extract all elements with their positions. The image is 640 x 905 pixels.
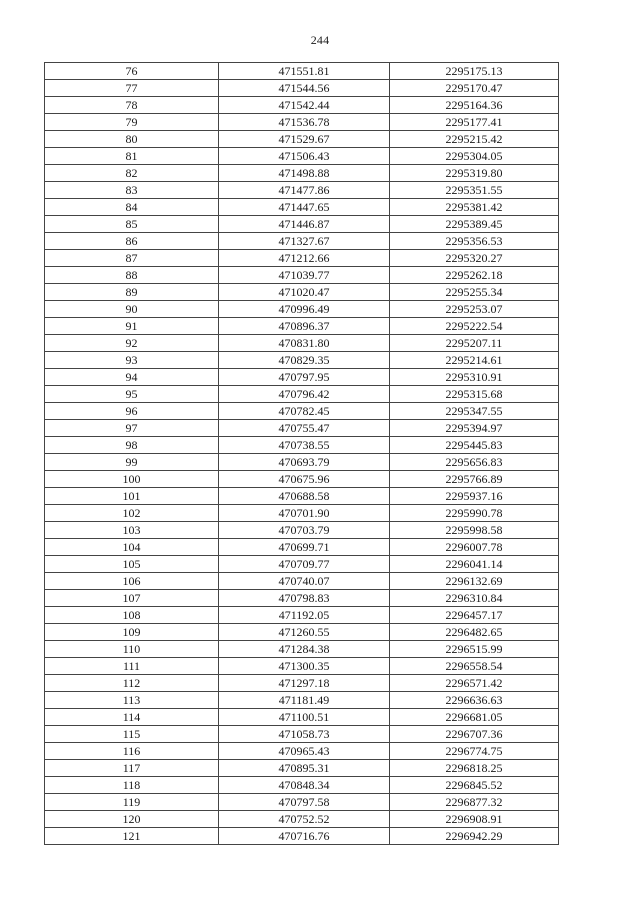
point-number-cell: 118: [45, 777, 219, 794]
x-coordinate-cell: 470755.47: [219, 420, 390, 437]
table-row: [45, 216, 559, 233]
x-coordinate-cell: 471447.65: [219, 199, 390, 216]
point-number-cell: 101: [45, 488, 219, 505]
y-coordinate-cell: 2296845.52: [390, 777, 559, 794]
x-coordinate-cell: 471300.35: [219, 658, 390, 675]
y-coordinate-cell: 2296558.54: [390, 658, 559, 675]
x-coordinate-cell: 471536.78: [219, 114, 390, 131]
y-coordinate-cell: 2296908.91: [390, 811, 559, 828]
x-coordinate-cell: 470782.45: [219, 403, 390, 420]
y-coordinate-cell: 2296457.17: [390, 607, 559, 624]
y-coordinate-cell: 2295310.91: [390, 369, 559, 386]
x-coordinate-cell: 470675.96: [219, 471, 390, 488]
table-row: [45, 454, 559, 471]
y-coordinate-cell: 2295351.55: [390, 182, 559, 199]
x-coordinate-cell: 470996.49: [219, 301, 390, 318]
point-number-cell: 119: [45, 794, 219, 811]
table-row: [45, 556, 559, 573]
point-number-cell: 100: [45, 471, 219, 488]
y-coordinate-cell: 2295937.16: [390, 488, 559, 505]
table-row: [45, 522, 559, 539]
x-coordinate-cell: 470798.83: [219, 590, 390, 607]
table-row: [45, 794, 559, 811]
table-row: [45, 760, 559, 777]
point-number-cell: 86: [45, 233, 219, 250]
point-number-cell: 87: [45, 250, 219, 267]
x-coordinate-cell: 470831.80: [219, 335, 390, 352]
y-coordinate-cell: 2296310.84: [390, 590, 559, 607]
y-coordinate-cell: 2296942.29: [390, 828, 559, 845]
x-coordinate-cell: 470709.77: [219, 556, 390, 573]
x-coordinate-cell: 470703.79: [219, 522, 390, 539]
y-coordinate-cell: 2296818.25: [390, 760, 559, 777]
point-number-cell: 94: [45, 369, 219, 386]
table-row: [45, 471, 559, 488]
coordinates-table: [44, 62, 559, 845]
table-row: [45, 505, 559, 522]
table-row: [45, 743, 559, 760]
point-number-cell: 110: [45, 641, 219, 658]
table-row: [45, 726, 559, 743]
table-row: [45, 811, 559, 828]
point-number-cell: 111: [45, 658, 219, 675]
table-row: [45, 199, 559, 216]
point-number-cell: 107: [45, 590, 219, 607]
point-number-cell: 79: [45, 114, 219, 131]
table-row: [45, 369, 559, 386]
point-number-cell: 99: [45, 454, 219, 471]
point-number-cell: 92: [45, 335, 219, 352]
x-coordinate-cell: 471551.81: [219, 63, 390, 80]
y-coordinate-cell: 2295381.42: [390, 199, 559, 216]
y-coordinate-cell: 2295356.53: [390, 233, 559, 250]
table-row: [45, 148, 559, 165]
y-coordinate-cell: 2295215.42: [390, 131, 559, 148]
point-number-cell: 109: [45, 624, 219, 641]
y-coordinate-cell: 2296482.65: [390, 624, 559, 641]
x-coordinate-cell: 470701.90: [219, 505, 390, 522]
y-coordinate-cell: 2296636.63: [390, 692, 559, 709]
x-coordinate-cell: 470716.76: [219, 828, 390, 845]
point-number-cell: 120: [45, 811, 219, 828]
point-number-cell: 115: [45, 726, 219, 743]
y-coordinate-cell: 2296007.78: [390, 539, 559, 556]
x-coordinate-cell: 471100.51: [219, 709, 390, 726]
point-number-cell: 96: [45, 403, 219, 420]
x-coordinate-cell: 471506.43: [219, 148, 390, 165]
table-row: [45, 318, 559, 335]
y-coordinate-cell: 2296774.75: [390, 743, 559, 760]
table-row: [45, 692, 559, 709]
y-coordinate-cell: 2295347.55: [390, 403, 559, 420]
x-coordinate-cell: 471212.66: [219, 250, 390, 267]
point-number-cell: 103: [45, 522, 219, 539]
y-coordinate-cell: 2296132.69: [390, 573, 559, 590]
y-coordinate-cell: 2295175.13: [390, 63, 559, 80]
point-number-cell: 117: [45, 760, 219, 777]
point-number-cell: 106: [45, 573, 219, 590]
x-coordinate-cell: 471446.87: [219, 216, 390, 233]
point-number-cell: 108: [45, 607, 219, 624]
x-coordinate-cell: 471529.67: [219, 131, 390, 148]
x-coordinate-cell: 471058.73: [219, 726, 390, 743]
y-coordinate-cell: 2296515.99: [390, 641, 559, 658]
x-coordinate-cell: 471192.05: [219, 607, 390, 624]
y-coordinate-cell: 2295207.11: [390, 335, 559, 352]
x-coordinate-cell: 471542.44: [219, 97, 390, 114]
point-number-cell: 114: [45, 709, 219, 726]
table-row: [45, 284, 559, 301]
point-number-cell: 82: [45, 165, 219, 182]
table-row: [45, 607, 559, 624]
table-row: [45, 420, 559, 437]
table-row: [45, 63, 559, 80]
table-body: [45, 63, 559, 845]
y-coordinate-cell: 2295656.83: [390, 454, 559, 471]
point-number-cell: 84: [45, 199, 219, 216]
y-coordinate-cell: 2296041.14: [390, 556, 559, 573]
table-row: [45, 80, 559, 97]
x-coordinate-cell: 471544.56: [219, 80, 390, 97]
point-number-cell: 113: [45, 692, 219, 709]
table-row: [45, 641, 559, 658]
y-coordinate-cell: 2295990.78: [390, 505, 559, 522]
point-number-cell: 90: [45, 301, 219, 318]
table-row: [45, 233, 559, 250]
x-coordinate-cell: 470965.43: [219, 743, 390, 760]
point-number-cell: 89: [45, 284, 219, 301]
table-row: [45, 182, 559, 199]
x-coordinate-cell: 470895.31: [219, 760, 390, 777]
x-coordinate-cell: 470848.34: [219, 777, 390, 794]
y-coordinate-cell: 2295319.80: [390, 165, 559, 182]
y-coordinate-cell: 2295255.34: [390, 284, 559, 301]
point-number-cell: 116: [45, 743, 219, 760]
table-row: [45, 709, 559, 726]
y-coordinate-cell: 2295214.61: [390, 352, 559, 369]
point-number-cell: 81: [45, 148, 219, 165]
y-coordinate-cell: 2295253.07: [390, 301, 559, 318]
point-number-cell: 93: [45, 352, 219, 369]
table-row: [45, 573, 559, 590]
x-coordinate-cell: 470740.07: [219, 573, 390, 590]
point-number-cell: 80: [45, 131, 219, 148]
y-coordinate-cell: 2296681.05: [390, 709, 559, 726]
point-number-cell: 88: [45, 267, 219, 284]
table-row: [45, 352, 559, 369]
x-coordinate-cell: 470693.79: [219, 454, 390, 471]
table-row: [45, 114, 559, 131]
y-coordinate-cell: 2295222.54: [390, 318, 559, 335]
x-coordinate-cell: 471260.55: [219, 624, 390, 641]
x-coordinate-cell: 470896.37: [219, 318, 390, 335]
y-coordinate-cell: 2296707.36: [390, 726, 559, 743]
table-row: [45, 250, 559, 267]
point-number-cell: 105: [45, 556, 219, 573]
y-coordinate-cell: 2296571.42: [390, 675, 559, 692]
table-row: [45, 386, 559, 403]
y-coordinate-cell: 2295315.68: [390, 386, 559, 403]
table-row: [45, 267, 559, 284]
table-row: [45, 301, 559, 318]
table-row: [45, 335, 559, 352]
table-row: [45, 488, 559, 505]
y-coordinate-cell: 2295445.83: [390, 437, 559, 454]
x-coordinate-cell: 470688.58: [219, 488, 390, 505]
table-row: [45, 97, 559, 114]
table-row: [45, 624, 559, 641]
y-coordinate-cell: 2295766.89: [390, 471, 559, 488]
y-coordinate-cell: 2295170.47: [390, 80, 559, 97]
y-coordinate-cell: 2295164.36: [390, 97, 559, 114]
table-row: [45, 437, 559, 454]
x-coordinate-cell: 471039.77: [219, 267, 390, 284]
point-number-cell: 112: [45, 675, 219, 692]
table-row: [45, 828, 559, 845]
x-coordinate-cell: 470797.58: [219, 794, 390, 811]
point-number-cell: 97: [45, 420, 219, 437]
x-coordinate-cell: 471297.18: [219, 675, 390, 692]
y-coordinate-cell: 2295394.97: [390, 420, 559, 437]
table-row: [45, 777, 559, 794]
point-number-cell: 76: [45, 63, 219, 80]
table-row: [45, 403, 559, 420]
y-coordinate-cell: 2295320.27: [390, 250, 559, 267]
x-coordinate-cell: 471284.38: [219, 641, 390, 658]
x-coordinate-cell: 470797.95: [219, 369, 390, 386]
x-coordinate-cell: 471498.88: [219, 165, 390, 182]
y-coordinate-cell: 2295389.45: [390, 216, 559, 233]
point-number-cell: 77: [45, 80, 219, 97]
y-coordinate-cell: 2295998.58: [390, 522, 559, 539]
x-coordinate-cell: 470796.42: [219, 386, 390, 403]
table-row: [45, 539, 559, 556]
x-coordinate-cell: 470738.55: [219, 437, 390, 454]
point-number-cell: 78: [45, 97, 219, 114]
y-coordinate-cell: 2296877.32: [390, 794, 559, 811]
point-number-cell: 121: [45, 828, 219, 845]
y-coordinate-cell: 2295304.05: [390, 148, 559, 165]
table-row: [45, 675, 559, 692]
point-number-cell: 98: [45, 437, 219, 454]
table-row: [45, 131, 559, 148]
point-number-cell: 95: [45, 386, 219, 403]
point-number-cell: 83: [45, 182, 219, 199]
x-coordinate-cell: 470752.52: [219, 811, 390, 828]
point-number-cell: 91: [45, 318, 219, 335]
x-coordinate-cell: 471181.49: [219, 692, 390, 709]
x-coordinate-cell: 471327.67: [219, 233, 390, 250]
page-number: 244: [310, 33, 330, 47]
x-coordinate-cell: 470699.71: [219, 539, 390, 556]
y-coordinate-cell: 2295262.18: [390, 267, 559, 284]
table-row: [45, 165, 559, 182]
table-row: [45, 590, 559, 607]
x-coordinate-cell: 470829.35: [219, 352, 390, 369]
x-coordinate-cell: 471020.47: [219, 284, 390, 301]
point-number-cell: 104: [45, 539, 219, 556]
x-coordinate-cell: 471477.86: [219, 182, 390, 199]
point-number-cell: 102: [45, 505, 219, 522]
point-number-cell: 85: [45, 216, 219, 233]
table-row: [45, 658, 559, 675]
y-coordinate-cell: 2295177.41: [390, 114, 559, 131]
